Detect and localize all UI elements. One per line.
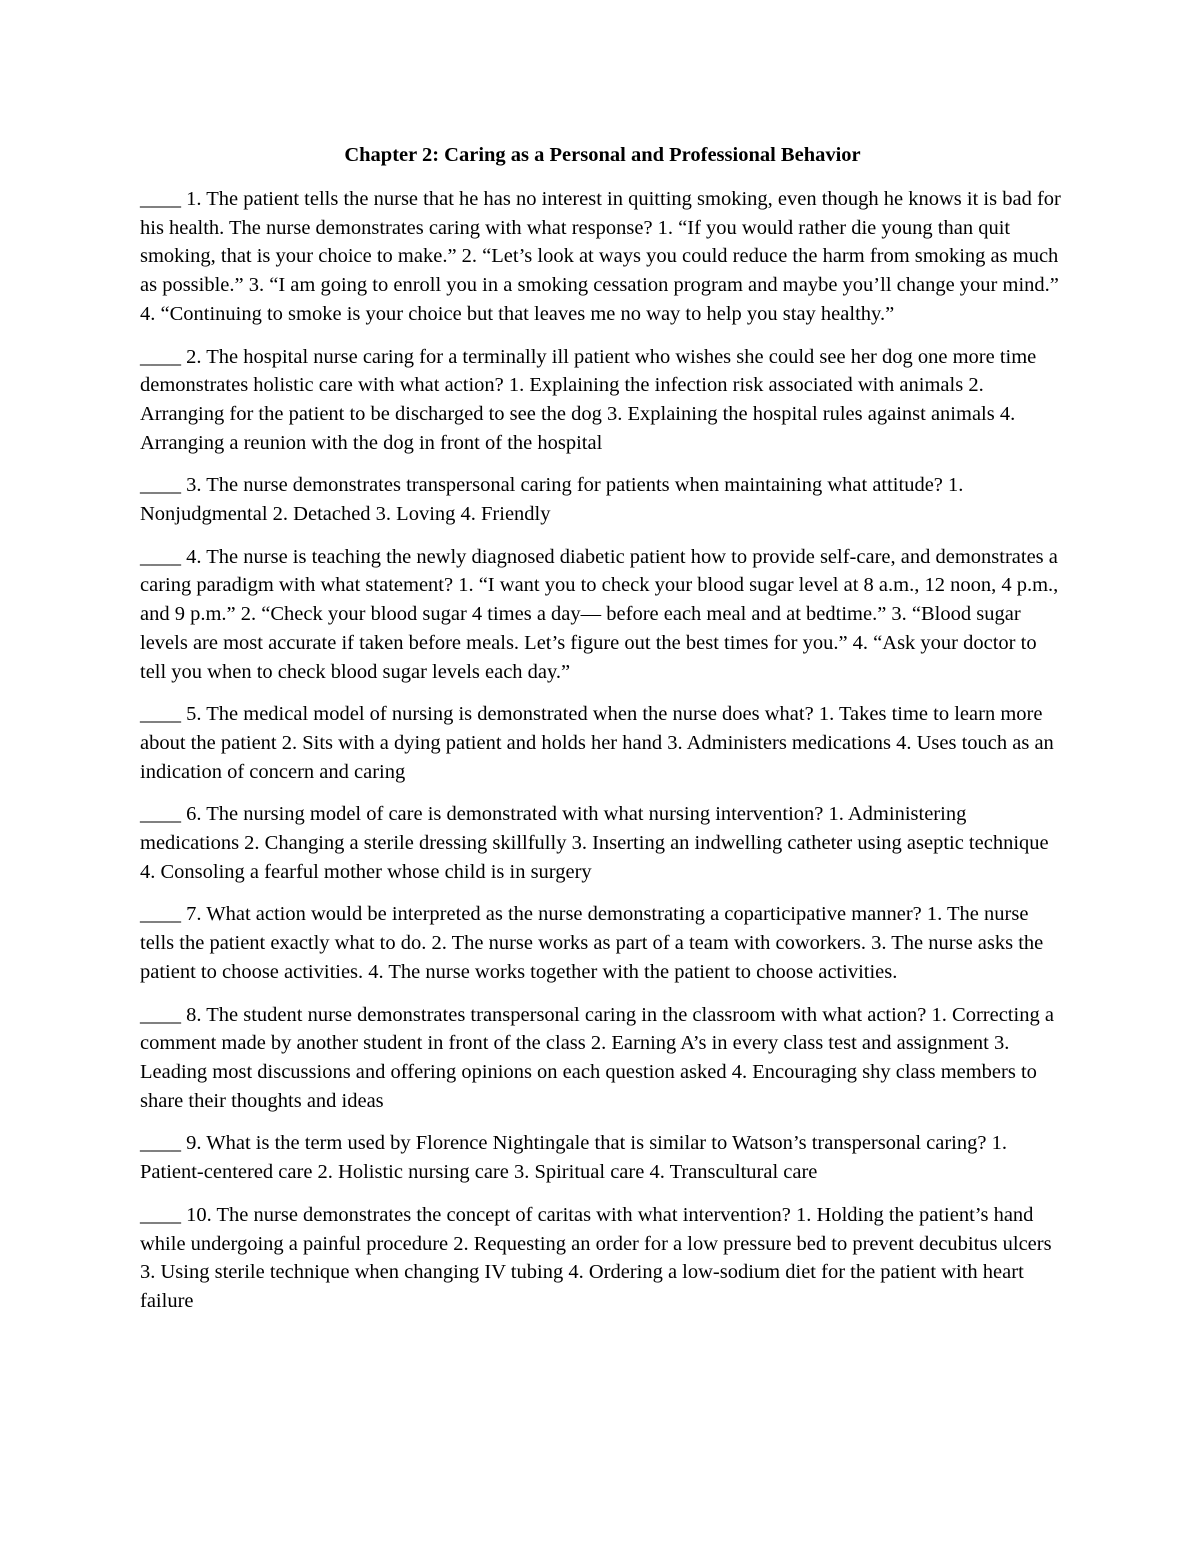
question-text: The nurse demonstrates the concept of caritas with what intervention? 1. Holding the patient’s hand while undergoing a painful procedure 2. Requesting an order for a low pressure bed to prevent decubitus ulcers 3. Using sterile technique when changing IV tubing 4. Ordering a low-sodium diet for the patient with heart failure xyxy=(140,1203,1052,1312)
question-text: The medical model of nursing is demonstrated when the nurse does what? 1. Takes time to learn more about the patient 2. Sits with a dying patient and holds her hand 3. Administers medications 4. Uses touch as an indication of concern and caring xyxy=(140,703,1054,783)
question-9 xyxy=(140,1129,1065,1186)
question-number: 5. xyxy=(186,703,202,726)
question-4 xyxy=(140,543,1065,687)
question-10 xyxy=(140,1201,1065,1316)
question-text: What action would be interpreted as the nurse demonstrating a coparticipative manner? 1. The nurse tells the patient exactly what to do. 2. The nurse works as part of a team with coworkers. 3. The nurse asks the patient to choose activities. 4. The nurse works together with the patient to choose activities. xyxy=(140,903,1044,983)
answer-blank: ____ xyxy=(140,803,181,826)
answer-blank: ____ xyxy=(140,1203,181,1226)
question-3 xyxy=(140,471,1065,528)
chapter-title: Chapter 2: Caring as a Personal and Professional Behavior xyxy=(344,144,861,166)
question-8 xyxy=(140,1001,1065,1116)
question-text: The student nurse demonstrates transpersonal caring in the classroom with what action? 1. Correcting a comment made by another student in front of the class 2. Earning A’s in every class test and assignment 3. Leading most discussions and offering opinions on each question asked 4. Encouraging shy class members to share their thoughts and ideas xyxy=(140,1003,1054,1112)
question-5 xyxy=(140,700,1065,786)
question-text: What is the term used by Florence Nightingale that is similar to Watson’s transpersonal caring? 1. Patient-centered care 2. Holistic nursing care 3. Spiritual care 4. Transcultural care xyxy=(140,1132,1007,1184)
question-text: The hospital nurse caring for a terminally ill patient who wishes she could see her dog one more time demonstrates holistic care with what action? 1. Explaining the infection risk associated with animals 2. Arranging for the patient to be discharged to see the dog 3. Explaining the hospital rules against animals 4. Arranging a reunion with the dog in front of the hospital xyxy=(140,345,1037,454)
document-content xyxy=(140,141,1065,1330)
answer-blank: ____ xyxy=(140,903,181,926)
answer-blank: ____ xyxy=(140,474,181,497)
question-number: 6. xyxy=(186,803,202,826)
question-7 xyxy=(140,900,1065,986)
question-number: 9. xyxy=(186,1132,202,1155)
question-number: 1. xyxy=(186,188,202,210)
question-2 xyxy=(140,343,1065,458)
question-6 xyxy=(140,800,1065,886)
question-text: The patient tells the nurse that he has no interest in quitting smoking, even though he knows it is bad for his health. The nurse demonstrates caring with what response? 1. “If you would rather die young than quit smoking, that is your choice to make.” 2. “Let’s look at ways you could reduce the harm from smoking as much as possible.” 3. “I am going to enroll you in a smoking cessation program and maybe you’ll change your mind.” 4. “Continuing to smoke is your choice but that leaves me no way to help you stay healthy.” xyxy=(140,188,1061,325)
answer-blank: ____ xyxy=(140,345,181,368)
question-text: The nursing model of care is demonstrated with what nursing intervention? 1. Administering medications 2. Changing a sterile dressing skillfully 3. Inserting an indwelling catheter using aseptic technique 4. Consoling a fearful mother whose child is in surgery xyxy=(140,803,1049,883)
answer-blank: ____ xyxy=(140,545,181,568)
question-number: 10. xyxy=(186,1203,212,1226)
answer-blank: ____ xyxy=(140,1132,181,1155)
question-number: 8. xyxy=(186,1003,202,1026)
question-number: 7. xyxy=(186,903,202,926)
question-text: The nurse is teaching the newly diagnosed diabetic patient how to provide self-care, and demonstrates a caring paradigm with what statement? 1. “I want you to check your blood sugar level at 8 a.m., 12 noon, 4 p.m., and 9 p.m.” 2. “Check your blood sugar 4 times a day— before each meal and at bedtime.” 3. “Blood sugar levels are most accurate if taken before meals. Let’s figure out the best times for you.” 4. “Ask your doctor to tell you when to check blood sugar levels each day.” xyxy=(140,545,1059,683)
question-number: 3. xyxy=(186,474,202,497)
answer-blank: ____ xyxy=(140,1003,181,1026)
question-1 xyxy=(140,185,1065,329)
question-number: 4. xyxy=(186,545,202,568)
answer-blank: ____ xyxy=(140,188,181,210)
question-number: 2. xyxy=(186,345,202,368)
question-text: The nurse demonstrates transpersonal caring for patients when maintaining what attitude? 1. Nonjudgmental 2. Detached 3. Loving 4. Friendly xyxy=(140,474,964,526)
answer-blank: ____ xyxy=(140,703,181,726)
